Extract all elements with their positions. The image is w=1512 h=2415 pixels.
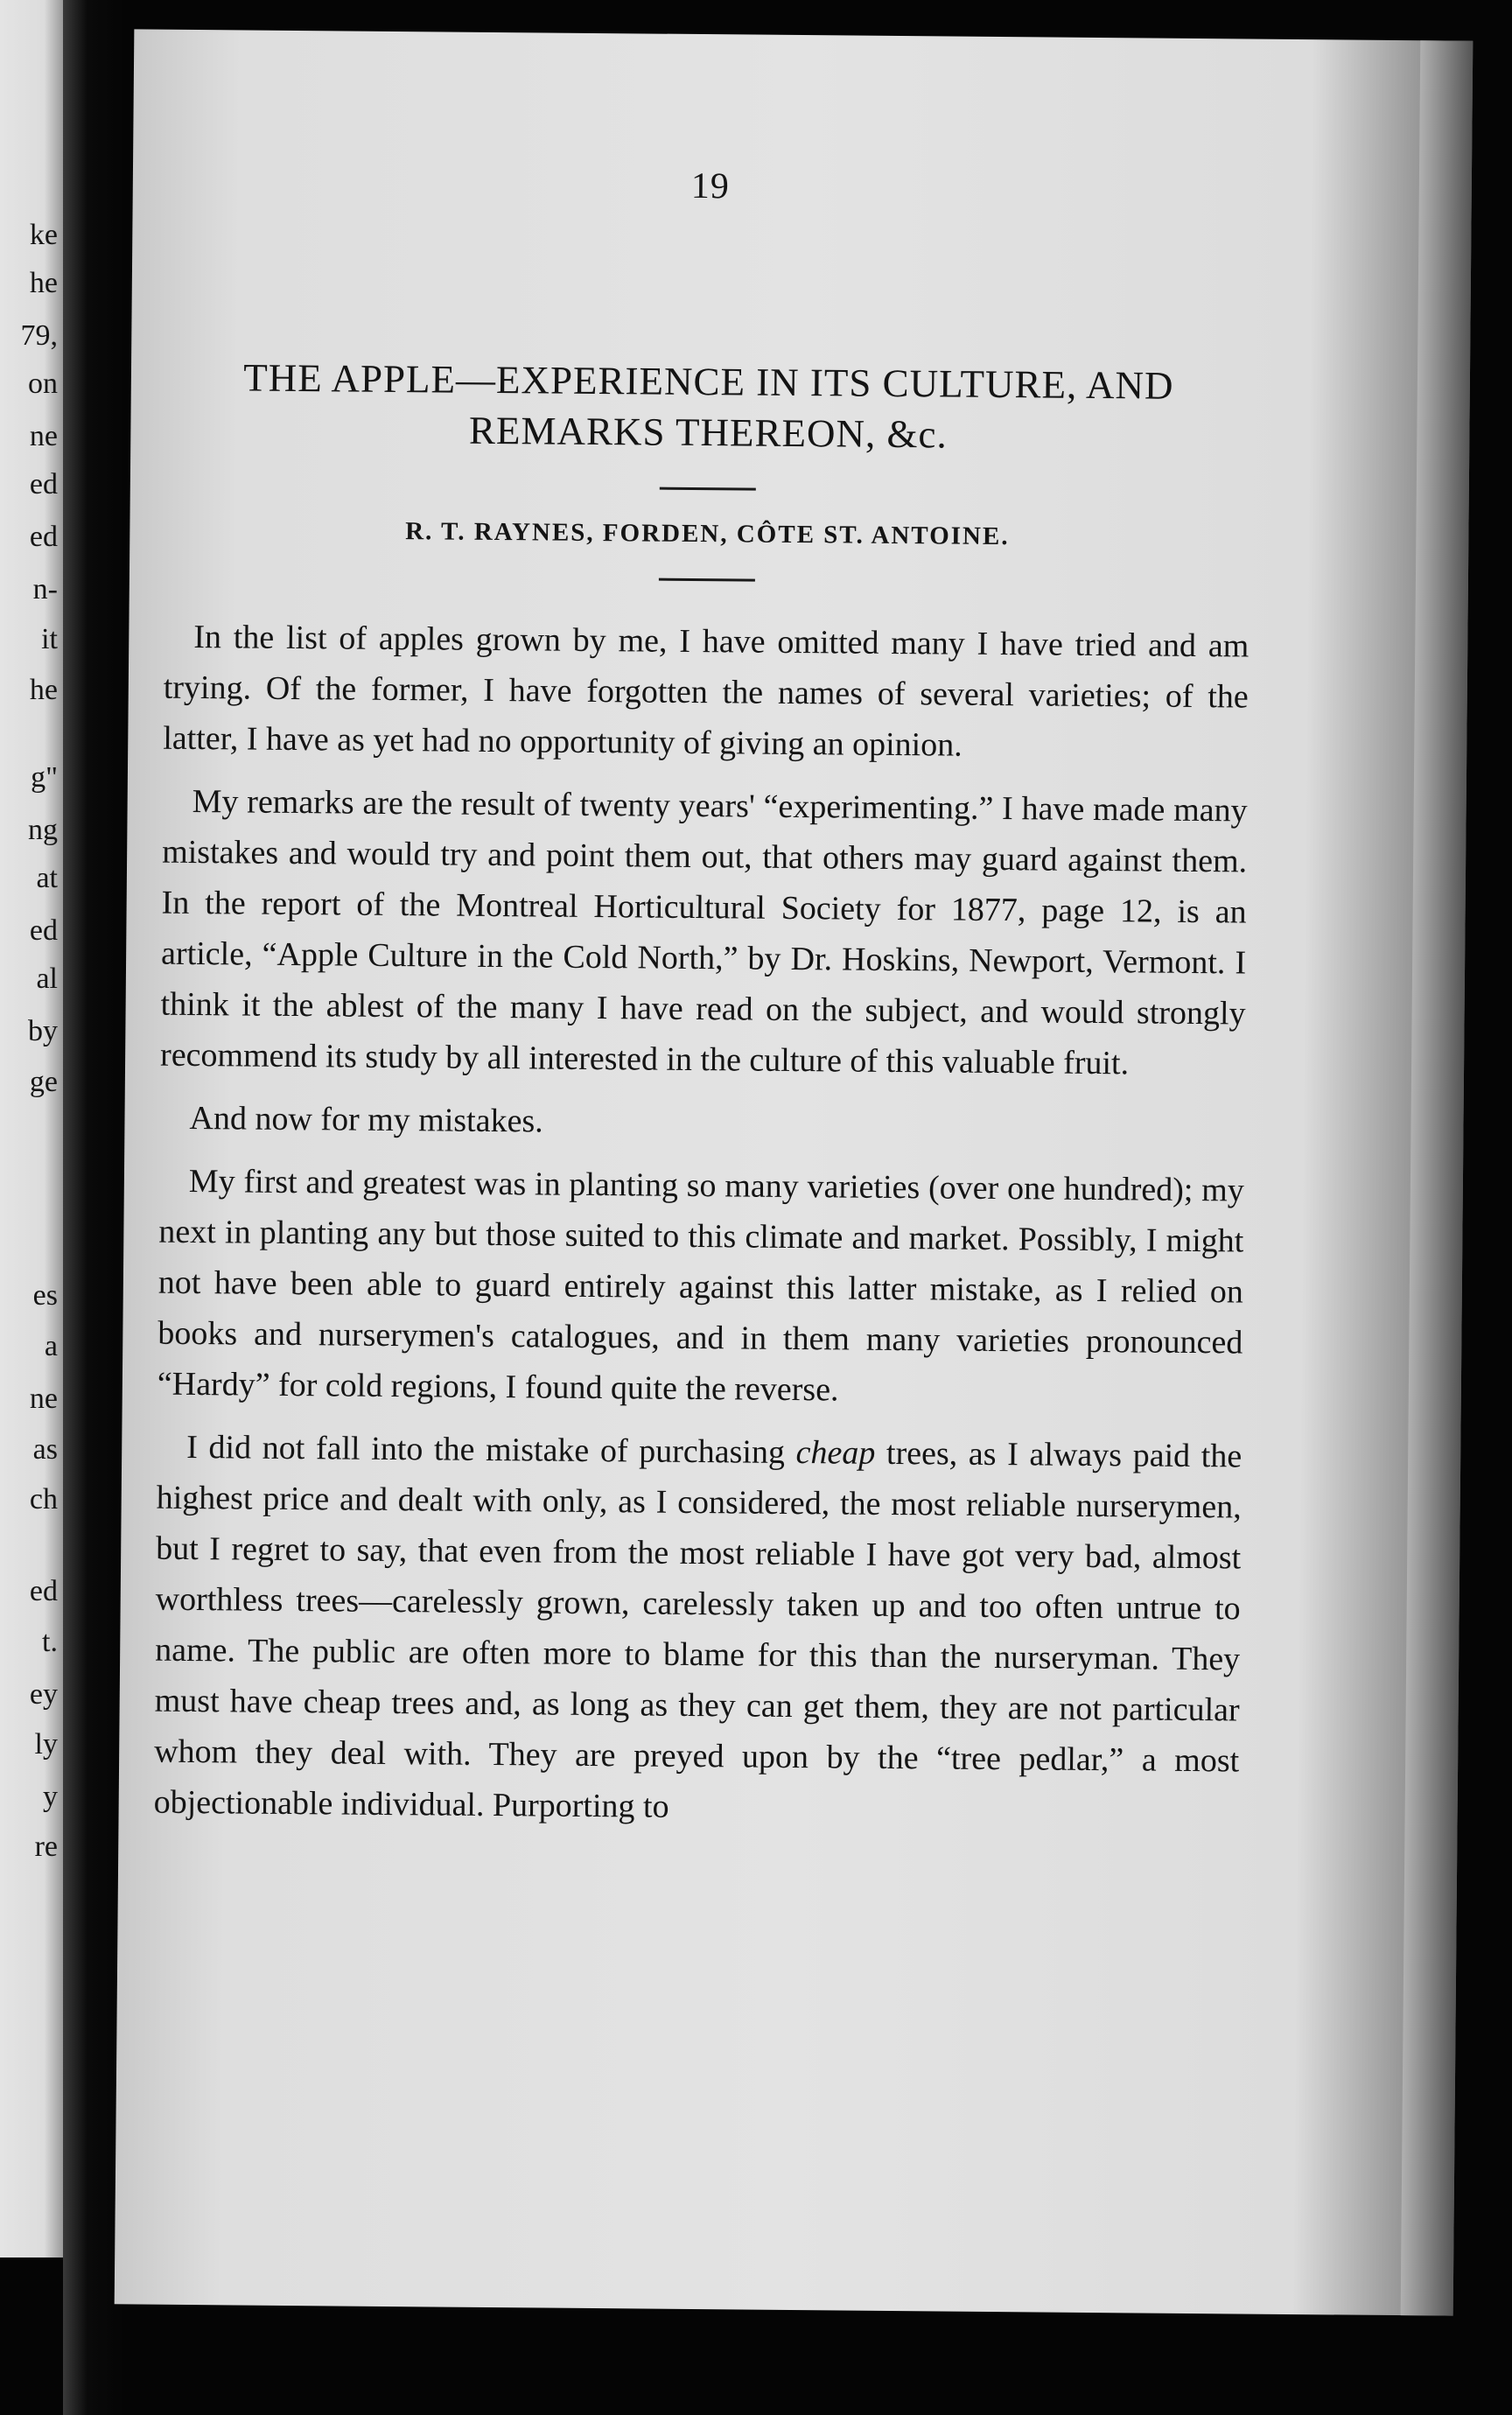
byline-rule [659,578,755,582]
left-page-line-fragment: on [28,368,58,400]
left-page-line-fragment: ne [29,1382,58,1415]
left-page-line-fragment: es [32,1279,58,1312]
page-content [153,161,1253,1850]
left-page-line-fragment: al [36,962,58,995]
left-page-line-fragment: a [44,1330,58,1362]
left-page-line-fragment: by [28,1015,58,1047]
paragraph-text: trees, as I always paid the highest price and dealt with only, as I considered, the most reliable nurserymen, but I regret to say, that even from the most reliable I have got very bad, almost worthless trees—carelessly grown, carelessly taken up and too often untrue to name. The public are often more to blame for this than the nurseryman. They must have cheap trees and, as long as they can get them, they are not particular whom they deal with. They are preyed upon by the “tree pedlar,” a most objectionable individual. Purporting to [153,1434,1242,1825]
left-page-line-fragment: t. [42,1626,58,1658]
left-page-line-fragment: re [34,1830,58,1863]
left-page-line-fragment: ed [29,914,58,947]
left-page-line-fragment: ed [29,521,58,553]
left-page-line-fragment: he [29,267,58,299]
book-page [115,29,1474,2315]
paragraph: My remarks are the result of twenty years' “experimenting.” I have made many mistakes and would try and point them out, that others may guard against them. In the report of the Montreal Horticultural Society for 1877, page 12, is an article, “Apple Culture in the Cold North,” by Dr. Hoskins, Newport, Vermont. I think it the ablest of the many I have read on the subject, and would strongly recommend its study by all interested in the culture of this valuable fruit. [159,782,1248,1082]
left-page-line-fragment: ed [29,468,58,500]
left-page-line-fragment: ed [29,1575,58,1607]
emphasis-text: cheap [795,1434,876,1472]
left-page-line-fragment: n- [32,573,58,606]
left-page-line-fragment: at [36,862,58,894]
left-page-line-fragment: it [41,623,58,655]
left-page-line-fragment: ng [28,814,58,846]
title-line-2: REMARKS THEREON, &c. [468,408,948,457]
paragraph-text: I did not fall into the mistake of purchasing [186,1428,796,1472]
left-page-line-fragment: as [32,1433,58,1466]
paragraph [153,1422,1242,1838]
page-number: 19 [690,165,731,207]
page-edge [1401,40,1474,2315]
paragraph: In the list of apples grown by me, I have omitted many I have tried and am trying. Of the former, I have forgotten the names of several varieties; of the latter, I have as yet had no opportunity of giving an opinion. [163,618,1250,764]
left-page-line-fragment: ch [29,1483,58,1516]
left-page-line-fragment: he [29,674,58,706]
article-body [153,612,1249,1838]
author-byline: R. T. RAYNES, FORDEN, CÔTE ST. ANTOINE. [405,517,1010,551]
previous-page-fragment [0,0,63,2258]
left-page-line-fragment: ey [29,1678,58,1711]
left-page-line-fragment: ge [29,1066,58,1098]
title-rule [660,487,756,491]
left-page-line-fragment: ne [29,420,58,452]
paragraph: My first and greatest was in planting so many varieties (over one hundred); my next in planting any but those suited to this climate and market. Possibly, I might not have been able to guard entirely against this latter mistake, as I relied on books and nurserymen's catalogues, and in them many varieties pronounced “Hardy” for cold regions, I found quite the reverse. [157,1162,1245,1409]
paragraph: And now for my mistakes. [189,1099,543,1140]
title-line-1: THE APPLE—EXPERIENCE IN ITS CULTURE, AND [242,355,1174,408]
left-page-line-fragment: ke [29,219,58,251]
book-gutter [63,0,124,2415]
left-page-line-fragment: g" [31,761,58,794]
article-title [165,352,1251,463]
left-page-line-fragment: 79, [20,319,58,352]
left-page-line-fragment: y [43,1781,58,1813]
left-page-line-fragment: ly [34,1728,58,1760]
